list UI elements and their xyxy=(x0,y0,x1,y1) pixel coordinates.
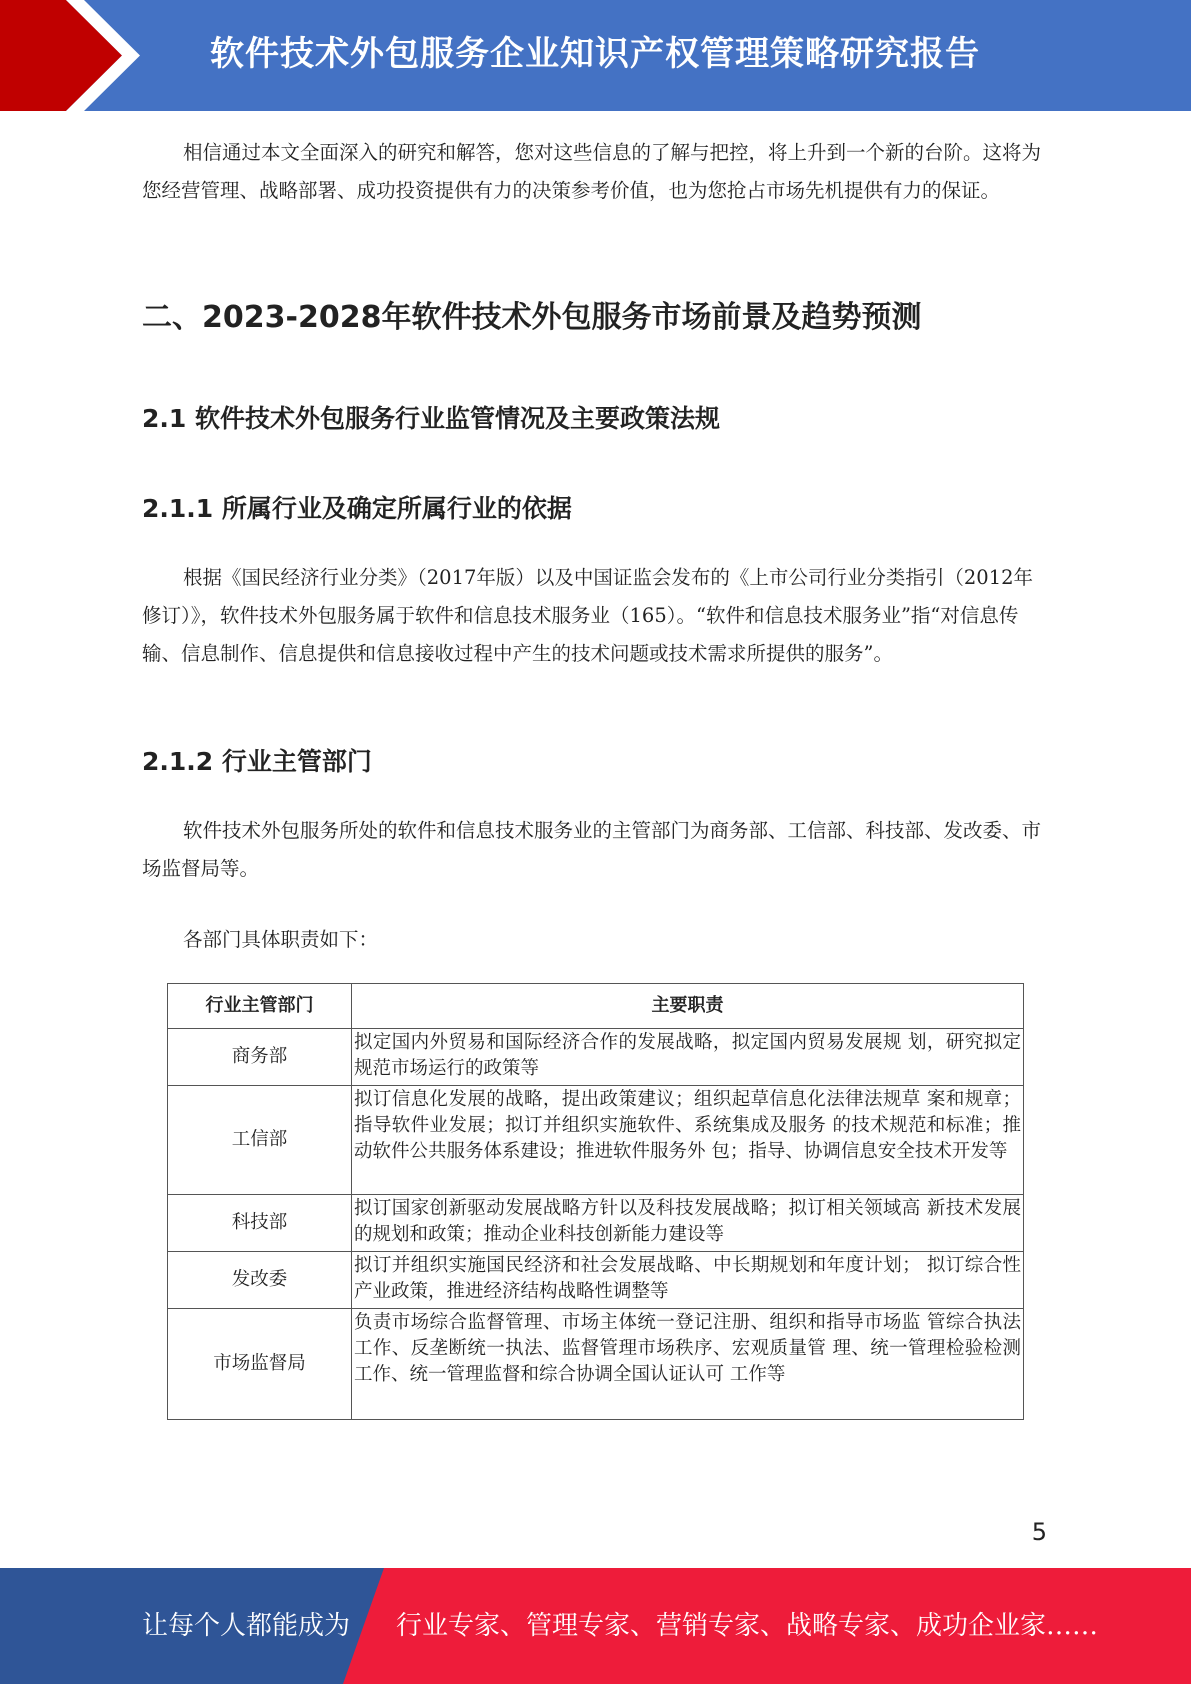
duty-cell: 拟订信息化发展的战略，提出政策建议；组织起草信息化法律法规草 案和规章；指导软件业发展；拟订并组织实施软件、系统集成及服务 的技术规范和标准；推动软件公共服务体系建设；推进软件服务外 包；指导、协调信息安全技术开发等 xyxy=(352,1086,1024,1195)
intro-paragraph: 相信通过本文全面深入的研究和解答，您对这些信息的了解与把控，将上升到一个新的台阶。这将为您经营管理、战略部署、成功投资提供有力的决策参考价值，也为您抢占市场先机提供有力的保证。 xyxy=(142,141,1042,202)
duty-cell: 拟订并组织实施国民经济和社会发展战略、中长期规划和年度计划； 拟订综合性产业政策，推进经济结构战略性调整等 xyxy=(352,1252,1024,1309)
section-2-1-1-paragraph: 根据《国民经济行业分类》（2017年版）以及中国证监会发布的《上市公司行业分类指引（2012年修订）》，软件技术外包服务属于软件和信息技术服务业（165）。“软件和信息技术服务业”指“对信息传输、信息制作、信息提供和信息接收过程中产生的技术问题或技术需求所提供的服务”。 xyxy=(142,566,1034,665)
section-2-1-2-paragraph: 软件技术外包服务所处的软件和信息技术服务业的主管部门为商务部、工信部、科技部、发改委、市场监督局等。 xyxy=(142,819,1042,880)
header-department: 行业主管部门 xyxy=(168,984,352,1029)
duty-cell: 拟定国内外贸易和国际经济合作的发展战略，拟定国内贸易发展规 划，研究拟定规范市场运行的政策等 xyxy=(352,1029,1024,1086)
table-header-row xyxy=(168,984,1024,1029)
table-row xyxy=(168,1195,1024,1252)
footer-slogan-right: 行业专家、管理专家、营销专家、战略专家、成功企业家…… xyxy=(396,1611,1099,1641)
table-row xyxy=(168,1252,1024,1309)
footer-slogan-left: 让每个人都能成为 xyxy=(142,1611,351,1641)
section-2-1-2-title: 2.1.2 行业主管部门 xyxy=(142,747,372,776)
duty-cell: 拟订国家创新驱动发展战略方针以及科技发展战略；拟订相关领域高 新技术发展的规划和政策；推动企业科技创新能力建设等 xyxy=(352,1195,1024,1252)
department-cell: 市场监督局 xyxy=(168,1309,352,1420)
section-2-1-1-title: 2.1.1 所属行业及确定所属行业的依据 xyxy=(142,494,572,523)
page-header xyxy=(0,0,1191,111)
page-number: 5 xyxy=(1031,1518,1047,1546)
department-cell: 科技部 xyxy=(168,1195,352,1252)
table-row xyxy=(168,1309,1024,1420)
header-arrow-decoration xyxy=(0,0,160,111)
departments-intro: 各部门具体职责如下： xyxy=(183,928,379,951)
department-cell: 工信部 xyxy=(168,1086,352,1195)
header-title: 软件技术外包服务企业知识产权管理策略研究报告 xyxy=(210,34,980,74)
table-row xyxy=(168,1086,1024,1195)
table-row xyxy=(168,1029,1024,1086)
department-duties-table xyxy=(167,983,1024,1420)
page-footer xyxy=(0,1568,1191,1684)
department-cell: 发改委 xyxy=(168,1252,352,1309)
section-2-1-title: 2.1 软件技术外包服务行业监管情况及主要政策法规 xyxy=(142,404,720,433)
department-cell: 商务部 xyxy=(168,1029,352,1086)
header-duties: 主要职责 xyxy=(352,984,1024,1029)
section-2-title: 二、2023-2028年软件技术外包服务市场前景及趋势预测 xyxy=(142,300,922,335)
duty-cell: 负责市场综合监督管理、市场主体统一登记注册、组织和指导市场监 管综合执法工作、反垄断统一执法、监督管理市场秩序、宏观质量管 理、统一管理检验检测工作、统一管理监督和综合协调全国认证认可 工作等 xyxy=(352,1309,1024,1420)
